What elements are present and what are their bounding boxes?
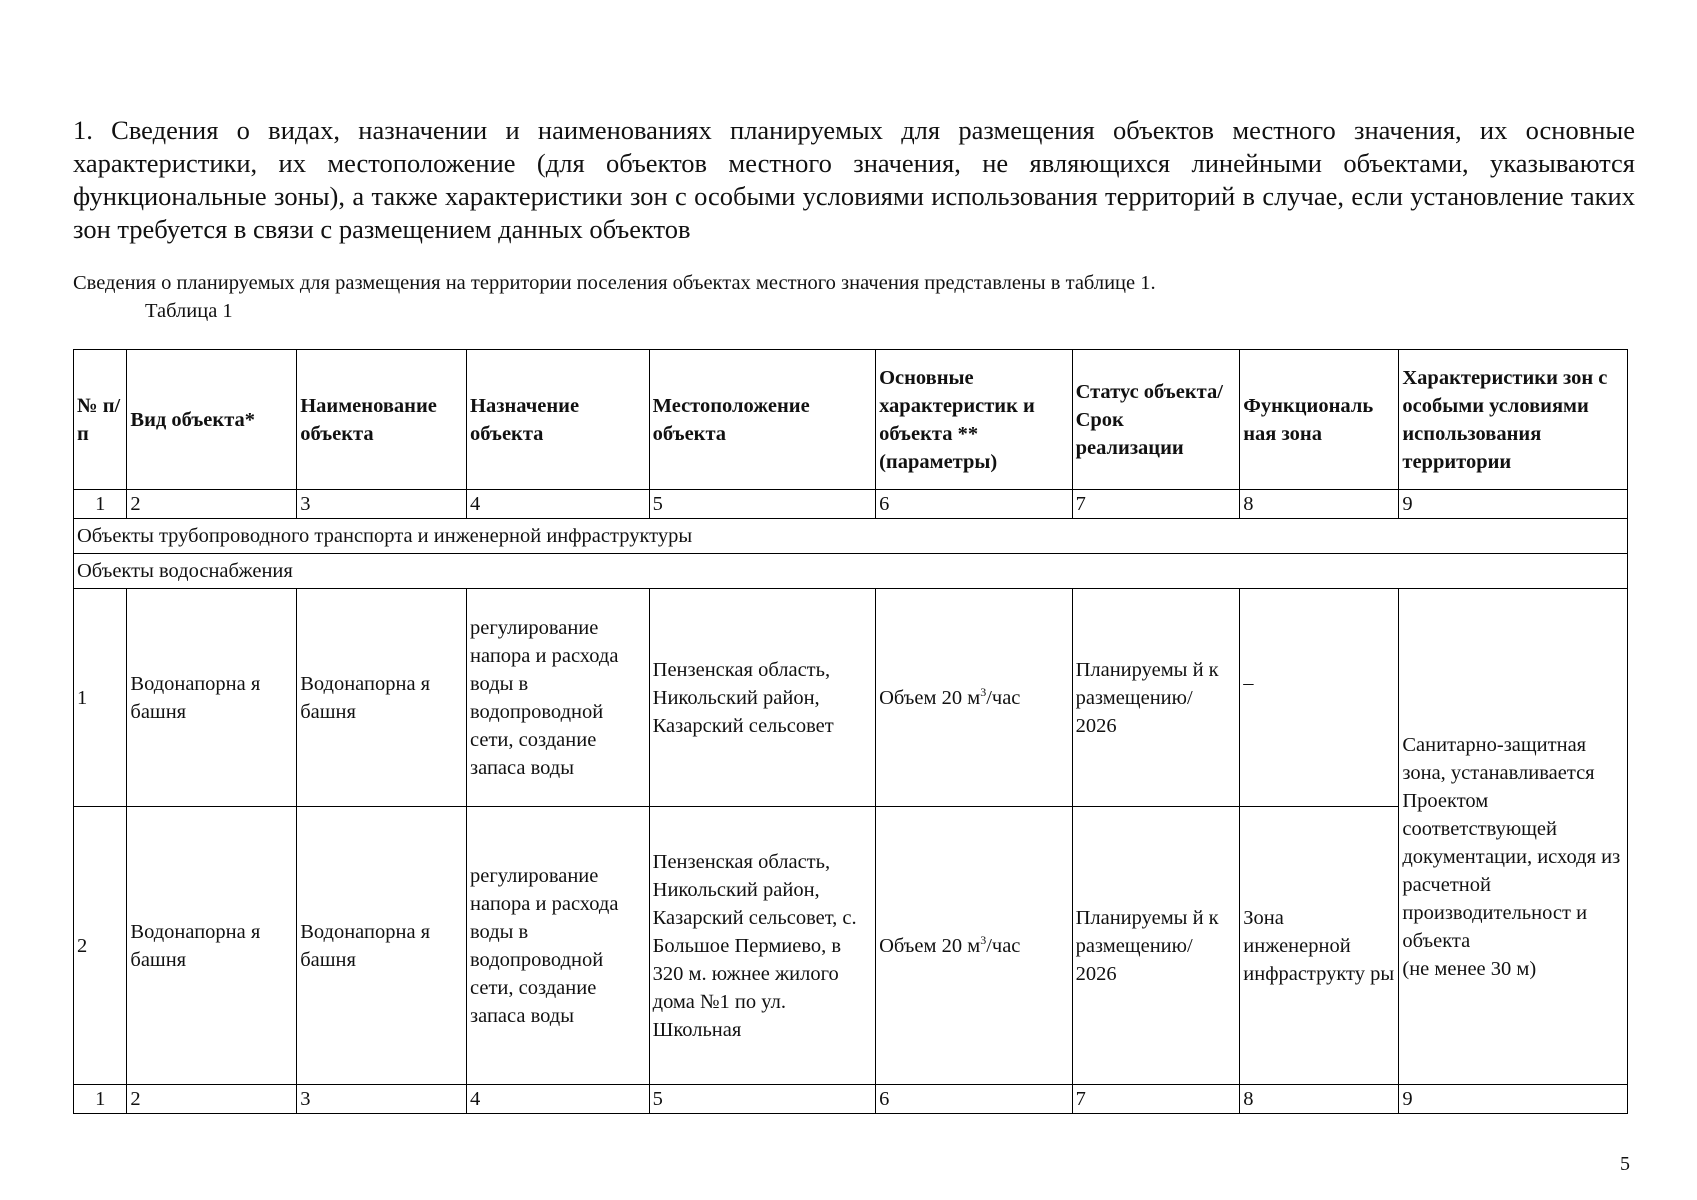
col-number: 2 xyxy=(127,1085,297,1114)
column-numbers-row xyxy=(74,490,1628,519)
header-zone: Функциональ ная зона xyxy=(1240,350,1399,490)
object-name: Водонапорна я башня xyxy=(297,589,467,807)
header-name: Наименование объекта xyxy=(297,350,467,490)
object-type: Водонапорна я башня xyxy=(127,589,297,807)
col-number: 8 xyxy=(1240,1085,1399,1114)
col-number: 2 xyxy=(127,490,297,519)
special-zone-note: (не менее 30 м) xyxy=(1402,957,1537,980)
object-type: Водонапорна я башня xyxy=(127,807,297,1085)
functional-zone: Зона инженерной инфраструкту ры xyxy=(1240,807,1399,1085)
characteristics-unit: /час xyxy=(986,686,1021,709)
object-location: Пензенская область, Никольский район, Казарский сельсовет, с. Большое Пермиево, в 320 м. южнее жилого дома №1 по ул. Школьная xyxy=(649,807,875,1085)
col-number: 4 xyxy=(467,490,650,519)
section-heading: 1. Сведения о видах, назначении и наименованиях планируемых для размещения объектов местного значения, их основные характеристики, их местоположение (для объектов местного значения, не являющихся линейными объектами, указываются функциональные зоны), а также характеристики зон с особыми условиями использования территорий в случае, если установление таких зон требуется в связи с размещением данных объектов xyxy=(73,115,1635,244)
header-purpose: Назначение объекта xyxy=(467,350,650,490)
col-number: 1 xyxy=(74,1085,127,1114)
table-row xyxy=(74,807,1628,1085)
col-number: 5 xyxy=(649,490,875,519)
col-number: 7 xyxy=(1072,490,1240,519)
objects-table xyxy=(73,349,1628,1114)
object-status: Планируемы й к размещению/ 2026 xyxy=(1072,589,1240,807)
header-characteristics: Основные характеристик и объекта ** (параметры) xyxy=(876,350,1073,490)
table-caption: Таблица 1 xyxy=(145,300,233,322)
col-number: 8 xyxy=(1240,490,1399,519)
col-number: 3 xyxy=(297,1085,467,1114)
intro-text: Сведения о планируемых для размещения на территории поселения объектах местного значения представлены в таблице 1. xyxy=(73,272,1156,294)
header-row xyxy=(74,350,1628,490)
col-number: 1 xyxy=(74,490,127,519)
col-number: 9 xyxy=(1399,1085,1628,1114)
row-num: 1 xyxy=(74,589,127,807)
special-zone-text: Санитарно-защитная зона, устанавливается Проектом соответствующей документации, исходя из расчетной производительност и объекта xyxy=(1402,733,1621,952)
characteristics-exponent: 3 xyxy=(980,684,987,699)
column-numbers-row xyxy=(74,1085,1628,1114)
subcategory-row xyxy=(74,554,1628,589)
page-number: 5 xyxy=(1620,1153,1630,1175)
object-name: Водонапорна я башня xyxy=(297,807,467,1085)
header-num: № п/п xyxy=(74,350,127,490)
category-row xyxy=(74,519,1628,554)
special-zone-cell xyxy=(1399,589,1628,1085)
col-number: 5 xyxy=(649,1085,875,1114)
col-number: 6 xyxy=(876,1085,1073,1114)
col-number: 9 xyxy=(1399,490,1628,519)
col-number: 3 xyxy=(297,490,467,519)
object-characteristics xyxy=(876,807,1073,1085)
object-status: Планируемы й к размещению/ 2026 xyxy=(1072,807,1240,1085)
col-number: 6 xyxy=(876,490,1073,519)
header-type: Вид объекта* xyxy=(127,350,297,490)
object-purpose: регулирование напора и расхода воды в водопроводной сети, создание запаса воды xyxy=(467,589,650,807)
object-location: Пензенская область, Никольский район, Казарский сельсовет xyxy=(649,589,875,807)
characteristics-value: Объем 20 м xyxy=(879,934,981,957)
characteristics-unit: /час xyxy=(986,934,1021,957)
category-label: Объекты трубопроводного транспорта и инженерной инфраструктуры xyxy=(74,519,1628,554)
header-status: Статус объекта/ Срок реализации xyxy=(1072,350,1240,490)
table-row xyxy=(74,589,1628,807)
subcategory-label: Объекты водоснабжения xyxy=(74,554,1628,589)
col-number: 7 xyxy=(1072,1085,1240,1114)
header-special-zone: Характеристики зон с особыми условиями использования территории xyxy=(1399,350,1628,490)
characteristics-value: Объем 20 м xyxy=(879,686,981,709)
col-number: 4 xyxy=(467,1085,650,1114)
row-num: 2 xyxy=(74,807,127,1085)
object-characteristics xyxy=(876,589,1073,807)
header-location: Местоположение объекта xyxy=(649,350,875,490)
characteristics-exponent: 3 xyxy=(980,932,987,947)
object-purpose: регулирование напора и расхода воды в водопроводной сети, создание запаса воды xyxy=(467,807,650,1085)
functional-zone: – xyxy=(1240,589,1399,807)
